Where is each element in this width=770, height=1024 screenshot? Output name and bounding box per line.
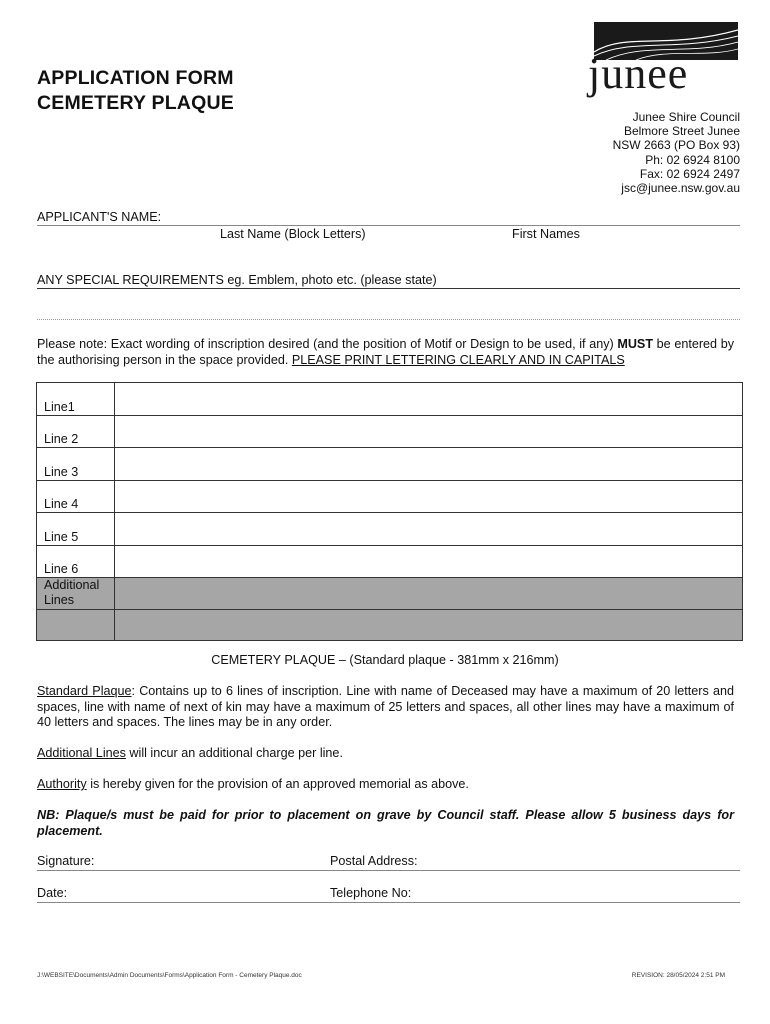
council-postal: NSW 2663 (PO Box 93) [612,138,740,153]
inscription-table [36,382,743,641]
payment-note: NB: Plaque/s must be paid for prior to placement on grave by Council staff. Please allow 5 business days for placement. [37,808,734,838]
inscription-row [37,480,743,513]
additional-lines-row [37,609,743,641]
inscription-row [37,383,743,416]
inscription-note: Please note: Exact wording of inscription desired (and the position of Motif or Design to be used, if any) MUST be entered by the authorising person in the space provided. PLEASE PRINT LETTERING CLEARLY AND IN CAPITALS [37,337,734,367]
council-email[interactable]: jsc@junee.nsw.gov.au [621,181,740,196]
telephone-label: Telephone No: [330,886,412,900]
date-label: Date: [37,886,68,900]
line-label: Line 5 [37,513,115,546]
council-phone: Ph: 02 6924 8100 [645,152,740,167]
form-title [37,66,234,116]
signature-line[interactable] [37,870,740,871]
special-requirements-line-1[interactable] [37,288,740,289]
additional-lines-paragraph: Additional Lines will incur an additional charge per line. [37,746,343,760]
line-input[interactable] [115,513,743,546]
title-line-1: APPLICATION FORM [37,67,234,89]
applicant-name-label: APPLICANT'S NAME: [37,210,162,224]
standard-plaque-label: Standard Plaque [37,684,132,698]
footer-revision: REVISION: 28/05/2024 2:51 PM [631,972,725,979]
junee-logo [586,22,738,104]
date-line[interactable] [37,902,740,903]
additional-lines-label: Additional Lines [37,578,115,610]
inscription-row [37,513,743,546]
standard-plaque-paragraph: Standard Plaque: Contains up to 6 lines of inscription. Line with name of Deceased may have a maximum of 20 letters and spaces, line with name of next of kin may have a maximum of 25 letters and spaces, all other lines may have a maximum of 40 letters and spaces. The lines may be in any order. [37,684,734,729]
first-names-label: First Names [512,227,580,241]
applicant-name-line[interactable] [37,225,740,226]
line-label: Line 2 [37,415,115,448]
authority-paragraph: Authority is hereby given for the provision of an approved memorial as above. [37,777,469,791]
inscription-row [37,545,743,578]
additional-line-blank [37,609,115,641]
additional-lines-term: Additional Lines [37,746,126,760]
line-input[interactable] [115,545,743,578]
line-label: Line 6 [37,545,115,578]
postal-address-label: Postal Address: [330,854,418,868]
council-street: Belmore Street Junee [623,124,740,139]
line-input[interactable] [115,415,743,448]
special-requirements-line-2[interactable] [37,319,740,320]
must-emphasis: MUST [617,337,654,351]
logo-text: junee [588,49,689,98]
additional-lines-row [37,578,743,610]
title-line-2: CEMETERY PLAQUE [37,92,234,114]
additional-line-input[interactable] [115,578,743,610]
special-requirements-label: ANY SPECIAL REQUIREMENTS eg. Emblem, photo etc. (please state) [37,273,437,287]
line-label: Line 4 [37,480,115,513]
plaque-heading: CEMETERY PLAQUE – (Standard plaque - 381mm x 216mm) [211,653,559,667]
authority-term: Authority [37,777,87,791]
line-label: Line1 [37,383,115,416]
council-fax: Fax: 02 6924 2497 [639,166,740,181]
line-label: Line 3 [37,448,115,481]
last-name-label: Last Name (Block Letters) [220,227,366,241]
footer-path: J:\WEBSITE\Documents\Admin Documents\Forms\Application Form - Cemetery Plaque.doc [37,972,302,979]
line-input[interactable] [115,383,743,416]
line-input[interactable] [115,448,743,481]
council-name: Junee Shire Council [632,110,740,124]
print-clearly-note: PLEASE PRINT LETTERING CLEARLY AND IN CAPITALS [291,353,625,367]
line-input[interactable] [115,480,743,513]
council-contact [613,110,740,195]
inscription-row [37,415,743,448]
signature-label: Signature: [37,854,95,868]
inscription-row [37,448,743,481]
additional-line-input[interactable] [115,609,743,641]
